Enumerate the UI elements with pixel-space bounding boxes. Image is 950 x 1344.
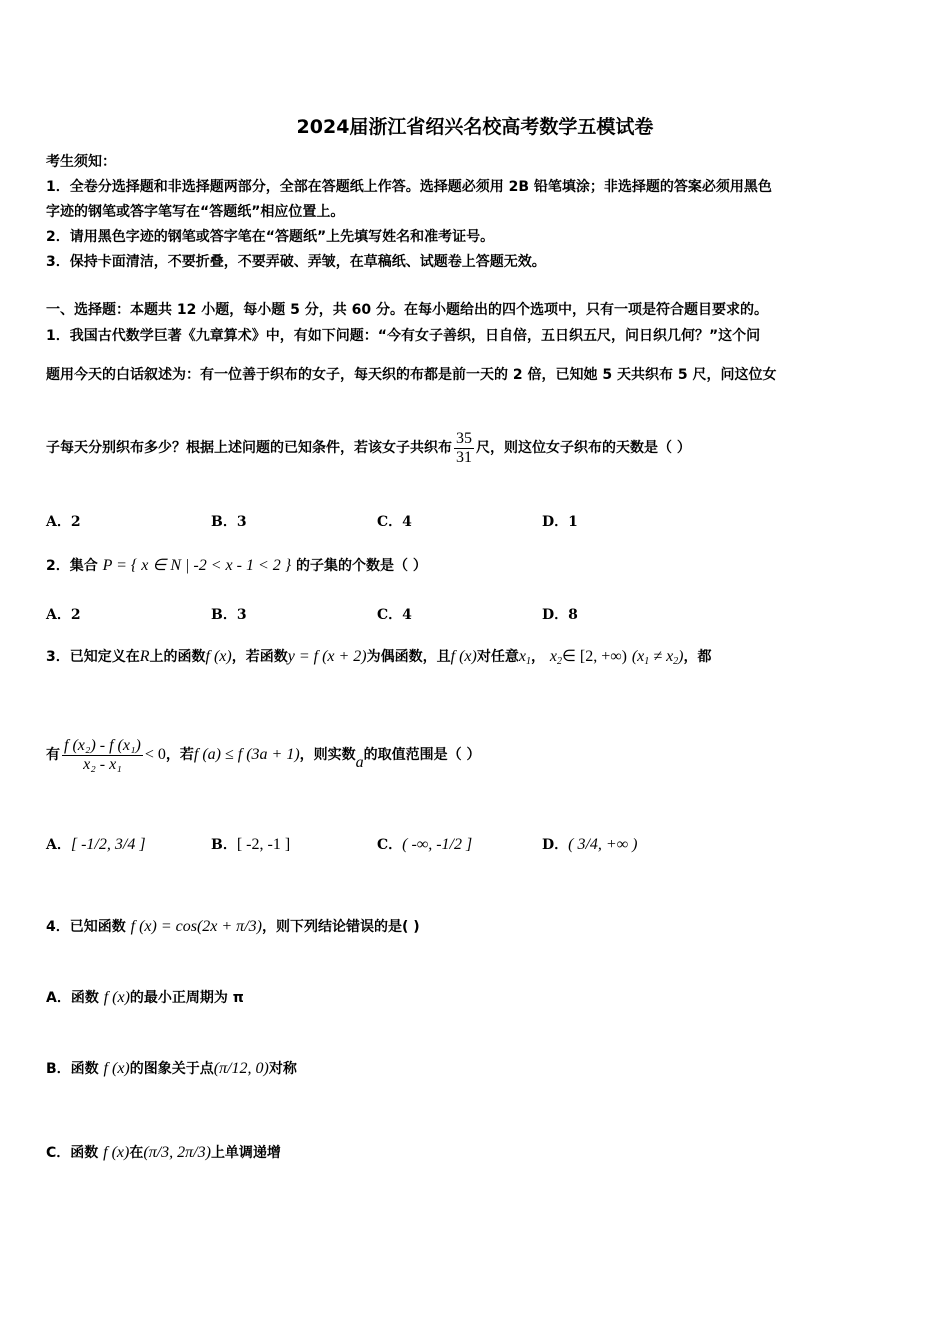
q4-option-c-text2: 上单调递增 bbox=[210, 1145, 281, 1161]
q2-set: P = { x ∈ N | -2 < x - 1 < 2 } bbox=[102, 557, 292, 574]
q4-option-b-label: B．函数 bbox=[46, 1061, 99, 1077]
q1-frac-den: 31 bbox=[456, 448, 472, 466]
q3-comma: ， bbox=[530, 649, 545, 665]
q3-option-c[interactable] bbox=[377, 834, 472, 854]
q3-ruo: ，若 bbox=[165, 747, 194, 763]
q3-rest: ，则实数 bbox=[299, 747, 356, 763]
q1-line-2: 题用今天的白话叙述为：有一位善于织布的女子，每天织的布都是前一天的 2 倍，已知她 5 天共织布 5 尺，问这位女 bbox=[46, 367, 777, 383]
q1-option-d[interactable]: D．1 bbox=[542, 514, 578, 530]
q4-prefix: 4．已知函数 bbox=[46, 919, 126, 935]
q3-option-b[interactable] bbox=[211, 834, 290, 854]
q3-R: R bbox=[139, 648, 150, 665]
q3-option-c-value: ( -∞, -1/2 ] bbox=[402, 836, 473, 853]
q2-suffix: 的子集的个数是（ ） bbox=[296, 558, 427, 574]
q1-frac-num: 35 bbox=[456, 429, 472, 447]
q2-stem bbox=[46, 552, 427, 580]
q3-ineq-den: x₂ - x₁ bbox=[83, 755, 122, 773]
q3-neq: $(x_1 \ne x_2)$ bbox=[631, 648, 684, 667]
q3-option-b-value: [ -2, -1 ] bbox=[236, 836, 291, 853]
q3-t6: ，都 bbox=[683, 649, 712, 665]
q3-option-d-label: D． bbox=[542, 837, 569, 853]
q3-option-d-value: ( 3/4, +∞ ) bbox=[568, 836, 638, 853]
notice-item-1b: 字迹的钢笔或答字笔写在“答题纸”相应位置上。 bbox=[46, 204, 345, 220]
q4-option-c-interval: (π/3, 2π/3) bbox=[143, 1144, 211, 1161]
q1-line-1: 1．我国古代数学巨著《九章算术》中，有如下问题：“今有女子善织，日自倍，五日织五尺，问日织几何？”这个问 bbox=[46, 328, 761, 344]
q1-fraction bbox=[454, 430, 474, 467]
q3-t2: 上的函数 bbox=[149, 649, 206, 665]
q3-t1: 3．已知定义在 bbox=[46, 649, 140, 665]
q3-x1: $x_1$ bbox=[518, 648, 531, 667]
q3-option-a-value: [ -1/2, 3/4 ] bbox=[70, 836, 146, 853]
notice-item-2: 2．请用黑色字迹的钢笔或答字笔在“答题纸”上先填写姓名和准考证号。 bbox=[46, 229, 495, 245]
q2-prefix: 2．集合 bbox=[46, 558, 98, 574]
q1-line-3-b: 尺，则这位女子织布的天数是（ ） bbox=[476, 440, 691, 456]
q3-line-2 bbox=[46, 726, 481, 792]
q3-yf: y = f (x + 2) bbox=[287, 648, 367, 665]
q1-option-b[interactable]: B．3 bbox=[211, 514, 247, 530]
q3-t4: 为偶函数，且 bbox=[366, 649, 451, 665]
q1-line-3 bbox=[46, 428, 691, 468]
q4-option-c-fx: f (x) bbox=[103, 1144, 130, 1161]
q3-ineq-frac bbox=[62, 737, 143, 774]
q3-ineq-num: f (x₂) - f (x₁) bbox=[64, 736, 141, 754]
q3-t3: ，若函数 bbox=[231, 649, 288, 665]
q4-option-b-fx: f (x) bbox=[103, 1060, 130, 1077]
q3-fx: f (x) bbox=[205, 648, 232, 665]
q3-cond: f (a) ≤ f (3a + 1) bbox=[193, 746, 300, 763]
q3-interval: ∈ [2, +∞) bbox=[561, 648, 627, 665]
notice-item-3: 3．保持卡面清洁，不要折叠，不要弄破、弄皱，在草稿纸、试题卷上答题无效。 bbox=[46, 254, 546, 270]
q3-option-a-label: A． bbox=[46, 837, 71, 853]
q3-fx-2: f (x) bbox=[450, 648, 477, 665]
q2-option-b[interactable]: B．3 bbox=[211, 607, 247, 623]
q2-option-c[interactable]: C．4 bbox=[377, 607, 412, 623]
q3-option-c-label: C． bbox=[377, 837, 403, 853]
q2-option-a[interactable]: A．2 bbox=[46, 607, 81, 623]
q4-option-b-text1: 的图象关于点 bbox=[129, 1061, 214, 1077]
q4-option-c-label: C．函数 bbox=[46, 1145, 99, 1161]
q3-option-d[interactable] bbox=[542, 834, 637, 854]
q4-option-c[interactable] bbox=[46, 1136, 281, 1170]
q3-ineq-rhs: < 0 bbox=[144, 746, 166, 763]
q3-x2: $x_2$ bbox=[549, 648, 562, 667]
q4-option-a[interactable] bbox=[46, 984, 244, 1012]
q4-function: f (x) = cos(2x + π/3) bbox=[130, 918, 262, 935]
q2-option-d[interactable]: D．8 bbox=[542, 607, 578, 623]
q3-option-b-label: B． bbox=[211, 837, 237, 853]
notice-item-1a: 1．全卷分选择题和非选择题两部分，全部在答题纸上作答。选择题必须用 2B 铅笔填涂；非选择题的答案必须用黑色 bbox=[46, 179, 772, 195]
q4-stem bbox=[46, 910, 420, 944]
notice-heading: 考生须知： bbox=[46, 154, 116, 170]
q4-option-b[interactable] bbox=[46, 1052, 297, 1086]
q3-line-1 bbox=[46, 642, 712, 677]
q3-you: 有 bbox=[46, 747, 60, 763]
q3-end: 的取值范围是（ ） bbox=[363, 747, 481, 763]
q1-line-3-a: 子每天分别织布多少？根据上述问题的已知条件，若该女子共织布 bbox=[46, 440, 452, 456]
q4-option-a-label: A．函数 bbox=[46, 990, 99, 1006]
page-title: 2024届浙江省绍兴名校高考数学五模试卷 bbox=[296, 116, 654, 138]
q4-option-c-text1: 在 bbox=[129, 1145, 144, 1161]
q3-t5: 对任意 bbox=[476, 649, 519, 665]
q4-option-a-fx: f (x) bbox=[103, 989, 130, 1006]
q4-option-b-text2: 对称 bbox=[268, 1061, 297, 1077]
q1-option-c[interactable]: C．4 bbox=[377, 514, 412, 530]
q1-option-a[interactable]: A．2 bbox=[46, 514, 81, 530]
section-heading: 一、选择题：本题共 12 小题，每小题 5 分，共 60 分。在每小题给出的四个选项中，只有一项是符合题目要求的。 bbox=[46, 302, 768, 318]
q4-option-b-point: (π/12, 0) bbox=[213, 1060, 269, 1077]
q4-option-a-text: 的最小正周期为 π bbox=[129, 990, 244, 1006]
q4-suffix: ，则下列结论错误的是( ) bbox=[261, 919, 420, 935]
q3-option-a[interactable] bbox=[46, 834, 146, 854]
q3-a: a bbox=[355, 754, 364, 771]
